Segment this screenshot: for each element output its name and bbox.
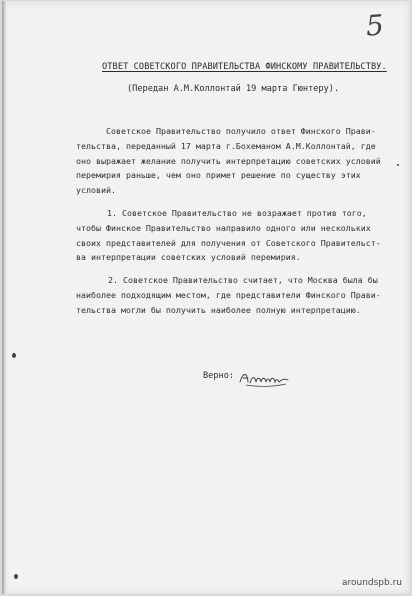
- binding-hole: [14, 574, 18, 579]
- text-line: перемирия раньше, чем оно примет решение по существу этих: [76, 170, 361, 181]
- document-title: ОТВЕТ СОВЕТСКОГО ПРАВИТЕЛЬСТВА ФИНСКОМУ ПРАВИТЕЛЬСТВУ.: [102, 62, 387, 72]
- signature-label: Верно:: [203, 371, 235, 381]
- handwritten-page-number: 5: [365, 8, 386, 43]
- text-line: наиболее подходящим местом, где представители Финского Прави-: [76, 289, 381, 300]
- text-line: своих представителей для получения от Советского Правительст-: [76, 237, 381, 248]
- text-line: 1. Советское Правительство не возражает против того,: [107, 208, 367, 218]
- paragraph-intro: [76, 124, 396, 198]
- text-line: тельства, переданный 17 марта г.Бохеманом А.М.Коллонтай, где: [76, 140, 376, 151]
- binding-hole: [12, 353, 16, 358]
- paragraph-point-1: [76, 206, 396, 265]
- paragraph-point-2: [76, 273, 396, 317]
- text-line: оно выражает желание получить интерпретацию советских условий: [76, 155, 381, 166]
- document-subtitle: (Передан А.М.Коллонтай 19 марта Гюнтеру).: [127, 84, 340, 94]
- text-line: ва интерпретации советских условий перемирия.: [76, 252, 301, 263]
- page-edge-shadow: [2, 1, 6, 594]
- text-line: тельства могли бы получить наиболее полную интерпретацию.: [76, 304, 361, 315]
- text-line: Советское Правительство получило ответ Финского Прави-: [106, 126, 376, 136]
- handwritten-signature: [238, 368, 290, 390]
- document-page: [2, 1, 410, 594]
- text-line: чтобы Финское Правительство направило одного или нескольких: [76, 222, 371, 233]
- paper-speck: [397, 164, 399, 166]
- watermark: aroundspb.ru: [341, 578, 402, 588]
- text-line: 2. Советское Правительство считает, что Москва была бы: [108, 275, 378, 285]
- text-line: условий.: [76, 185, 116, 196]
